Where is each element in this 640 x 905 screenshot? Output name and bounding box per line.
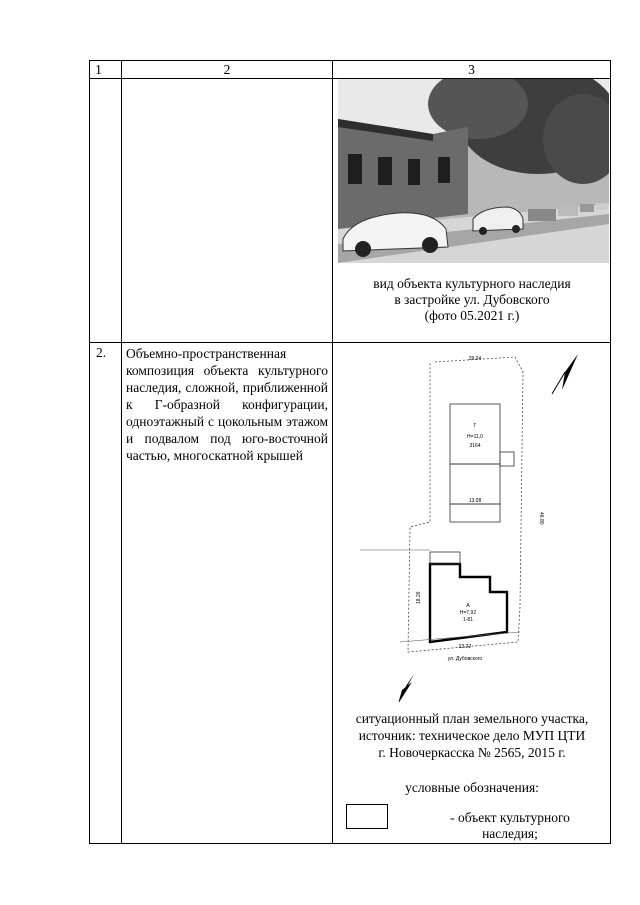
table-col-divider-1 [121,60,122,844]
legend-heritage-symbol [346,804,388,829]
table-col-divider-2 [332,60,333,844]
photo-caption-line-1: вид объекта культурного наследия [373,276,571,291]
header-col-2: 2 [223,62,231,77]
table-border-row1 [89,342,611,343]
site-plan-drawing [340,352,610,702]
heritage-building-photo [338,79,609,263]
photo-caption [334,276,610,324]
plan-mid-dim: 13.08 [468,498,482,504]
plan-bottom-dim: 23.22 [458,644,472,650]
table-border-right [610,60,611,844]
header-col-3: 3 [468,62,475,77]
plan-street-label: ул. Дубовского [447,656,483,662]
plan-label-g-area: 3164 [469,443,481,449]
table-border-bottom [89,843,611,844]
table-border-left [89,60,90,844]
legend-item [420,810,600,842]
plan-label-g: Г [473,423,477,429]
photo-caption-line-2: в застройке ул. Дубовского [394,292,550,307]
legend-title: условные обозначения: [405,780,539,795]
plan-top-dim: 29.04 [468,356,482,362]
plan-left-dim: 18.26 [416,591,422,604]
plan-caption-line-3: г. Новочеркасска № 2565, 2015 г. [378,745,566,760]
object-description: Объемно-пространственная композиция объекта культурного наследия, сложной, приближенной к Г-образной конфигурации, одноэтажный с цокольным этажом и подвалом под юго-восточной частью, многоскатной крышей [126,346,328,463]
header-col-1: 1 [95,62,102,77]
plan-caption [334,710,610,761]
plan-caption-line-1: ситуационный план земельного участка, [355,711,589,726]
plan-label-g-height: Н=11,0 [467,434,483,440]
legend-item-line-1: - объект культурного [450,810,570,825]
plan-label-a: А [466,603,470,609]
plan-label-a-height: Н=7,92 [459,610,477,616]
plan-caption-line-2: источник: техническое дело МУП ЦТИ [358,728,586,743]
photo-caption-line-3: (фото 05.2021 г.) [424,308,520,323]
plan-right-dim: 46.80 [538,512,544,525]
plan-label-a-area: 1-81 [462,617,474,623]
legend-item-line-2: наследия; [482,826,538,841]
row-number: 2. [96,345,107,360]
